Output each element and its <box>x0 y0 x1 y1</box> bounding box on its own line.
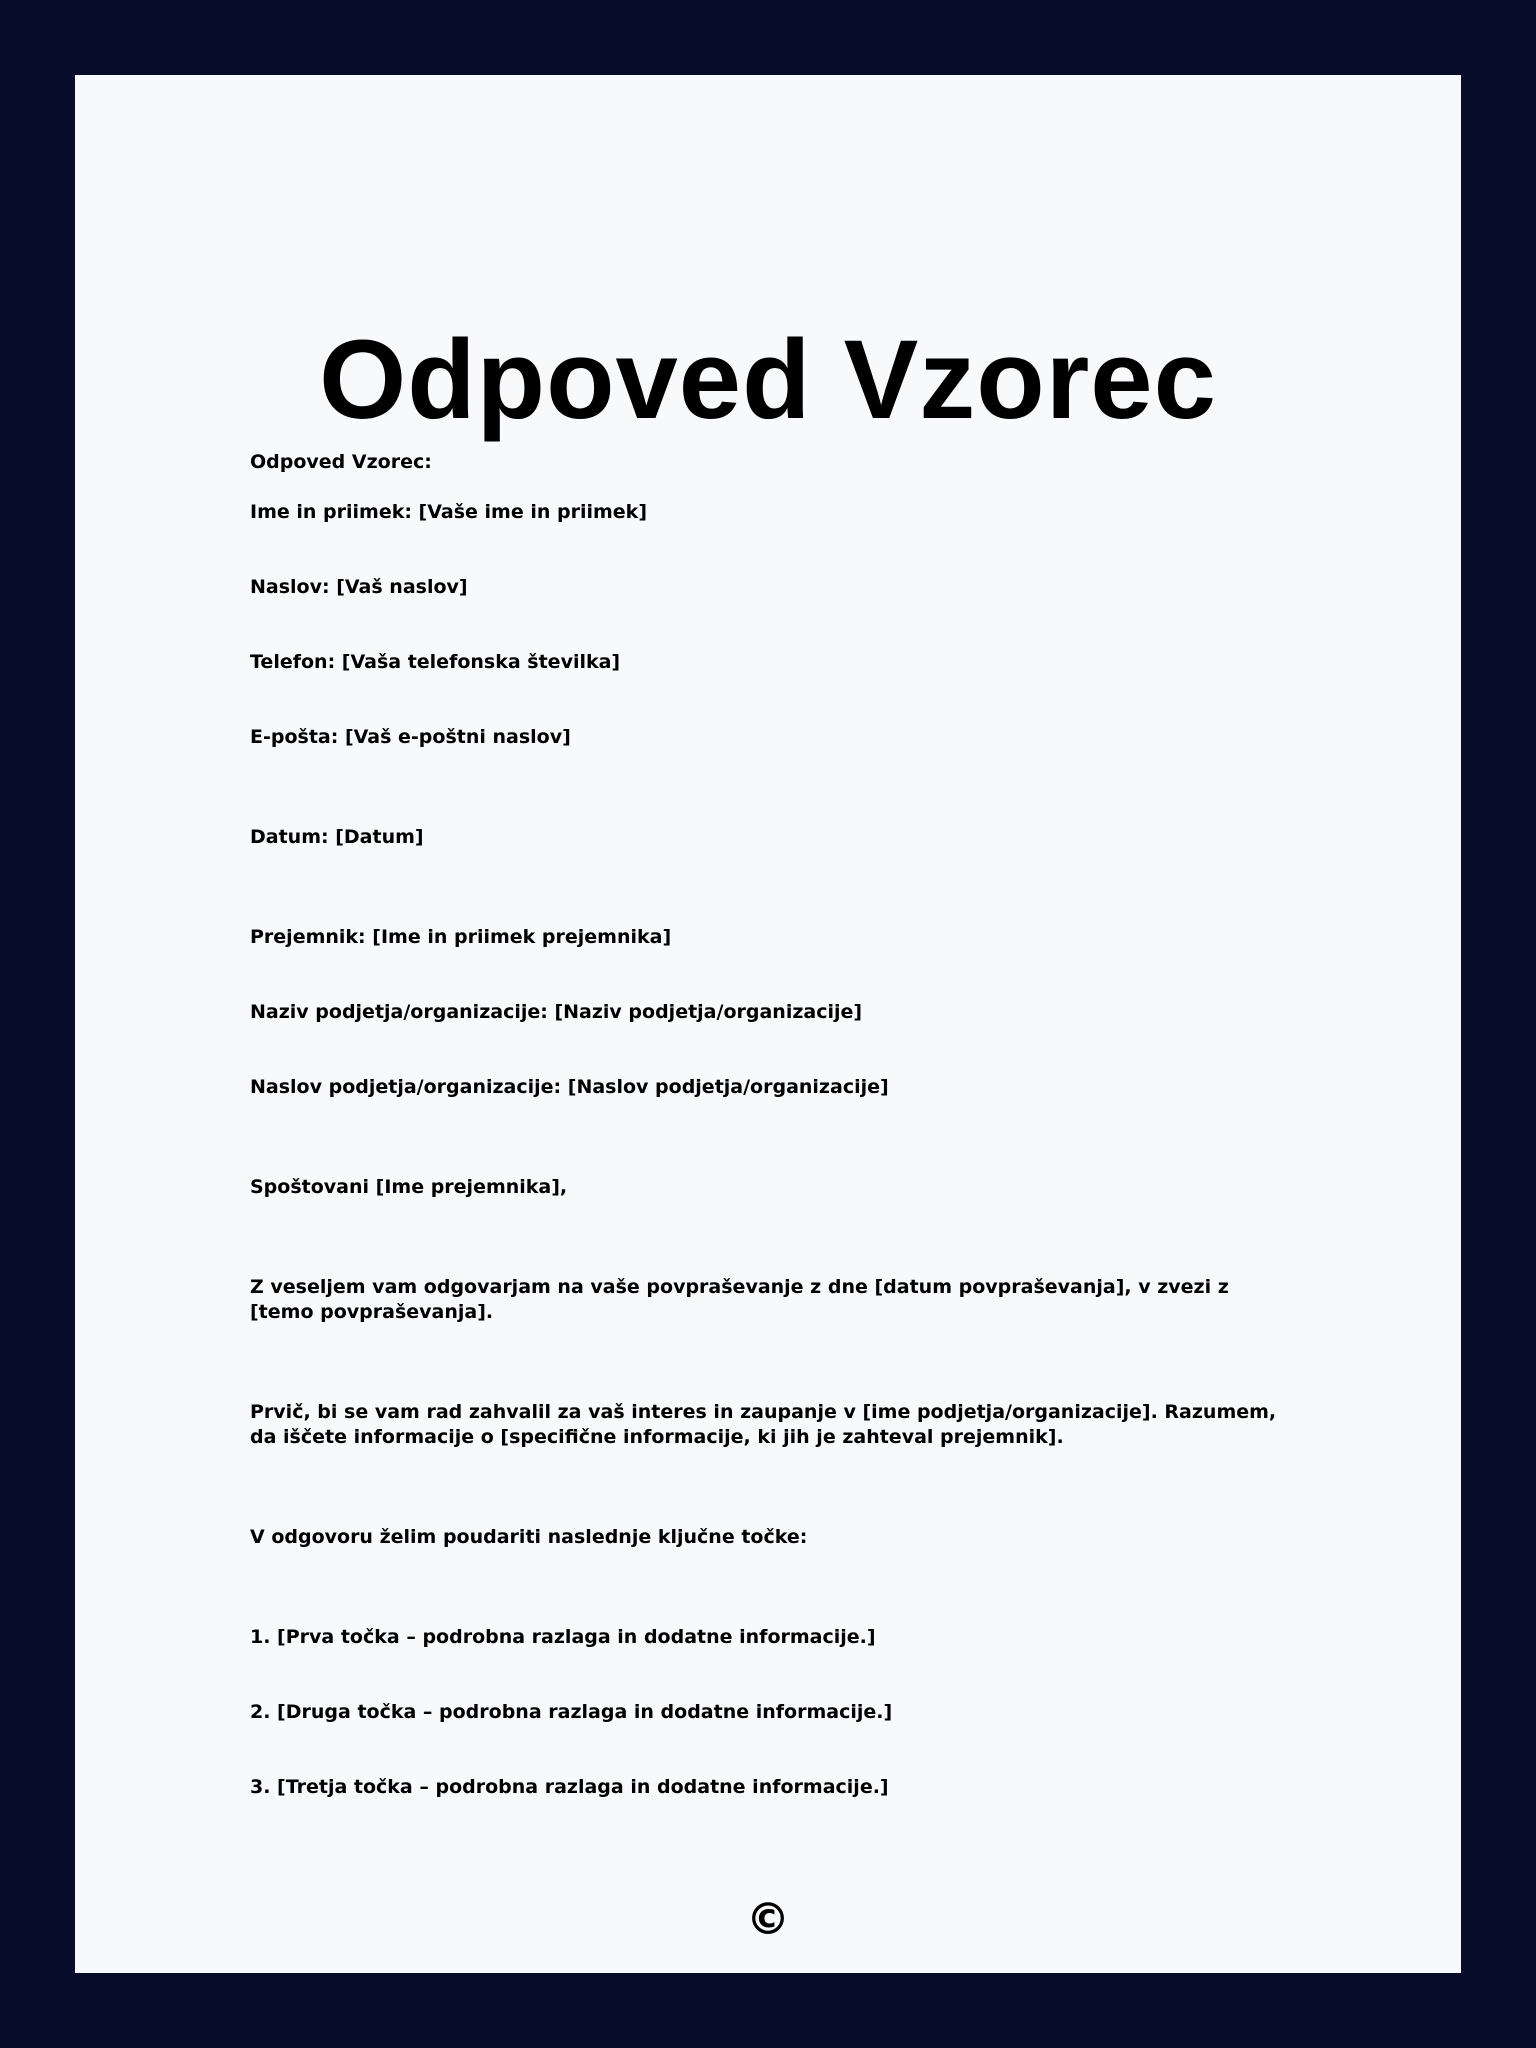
paragraph: V odgovoru želim poudariti naslednje ključne točke: <box>250 1526 808 1548</box>
paragraph: Z veseljem vam odgovarjam na vaše povpraševanje z dne [datum povpraševanja], v zvezi z [temo povpraševanja]. <box>250 1276 1229 1323</box>
list-item: 3. [Tretja točka – podrobna razlaga in dodatne informacije.] <box>250 1776 889 1798</box>
list-item: 2. [Druga točka – podrobna razlaga in dodatne informacije.] <box>250 1701 893 1723</box>
copyright-icon: © <box>746 1894 790 1945</box>
letter-date: Datum: [Datum] <box>250 826 424 848</box>
recipient-name: Prejemnik: [Ime in priimek prejemnika] <box>250 926 672 948</box>
document-page <box>75 75 1461 1973</box>
paragraph: Prvič, bi se vam rad zahvalil za vaš interes in zaupanje v [ime podjetja/organizacije]. Razumem, da iščete informacije o [specifične informacije, ki jih je zahteval prejemnik]. <box>250 1401 1277 1448</box>
sender-email: E-pošta: [Vaš e-poštni naslov] <box>250 726 571 748</box>
document-title: Odpoved Vzorec <box>319 317 1217 442</box>
recipient-company: Naziv podjetja/organizacije: [Naziv podjetja/organizacije] <box>250 1001 863 1023</box>
sender-name: Ime in priimek: [Vaše ime in priimek] <box>250 501 647 523</box>
salutation: Spoštovani [Ime prejemnika], <box>250 1176 568 1198</box>
sender-address: Naslov: [Vaš naslov] <box>250 576 468 598</box>
list-item: 1. [Prva točka – podrobna razlaga in dodatne informacije.] <box>250 1626 876 1648</box>
recipient-company-address: Naslov podjetja/organizacije: [Naslov podjetja/organizacije] <box>250 1076 889 1098</box>
intro-label: Odpoved Vzorec: <box>250 451 432 473</box>
sender-phone: Telefon: [Vaša telefonska številka] <box>250 651 621 673</box>
